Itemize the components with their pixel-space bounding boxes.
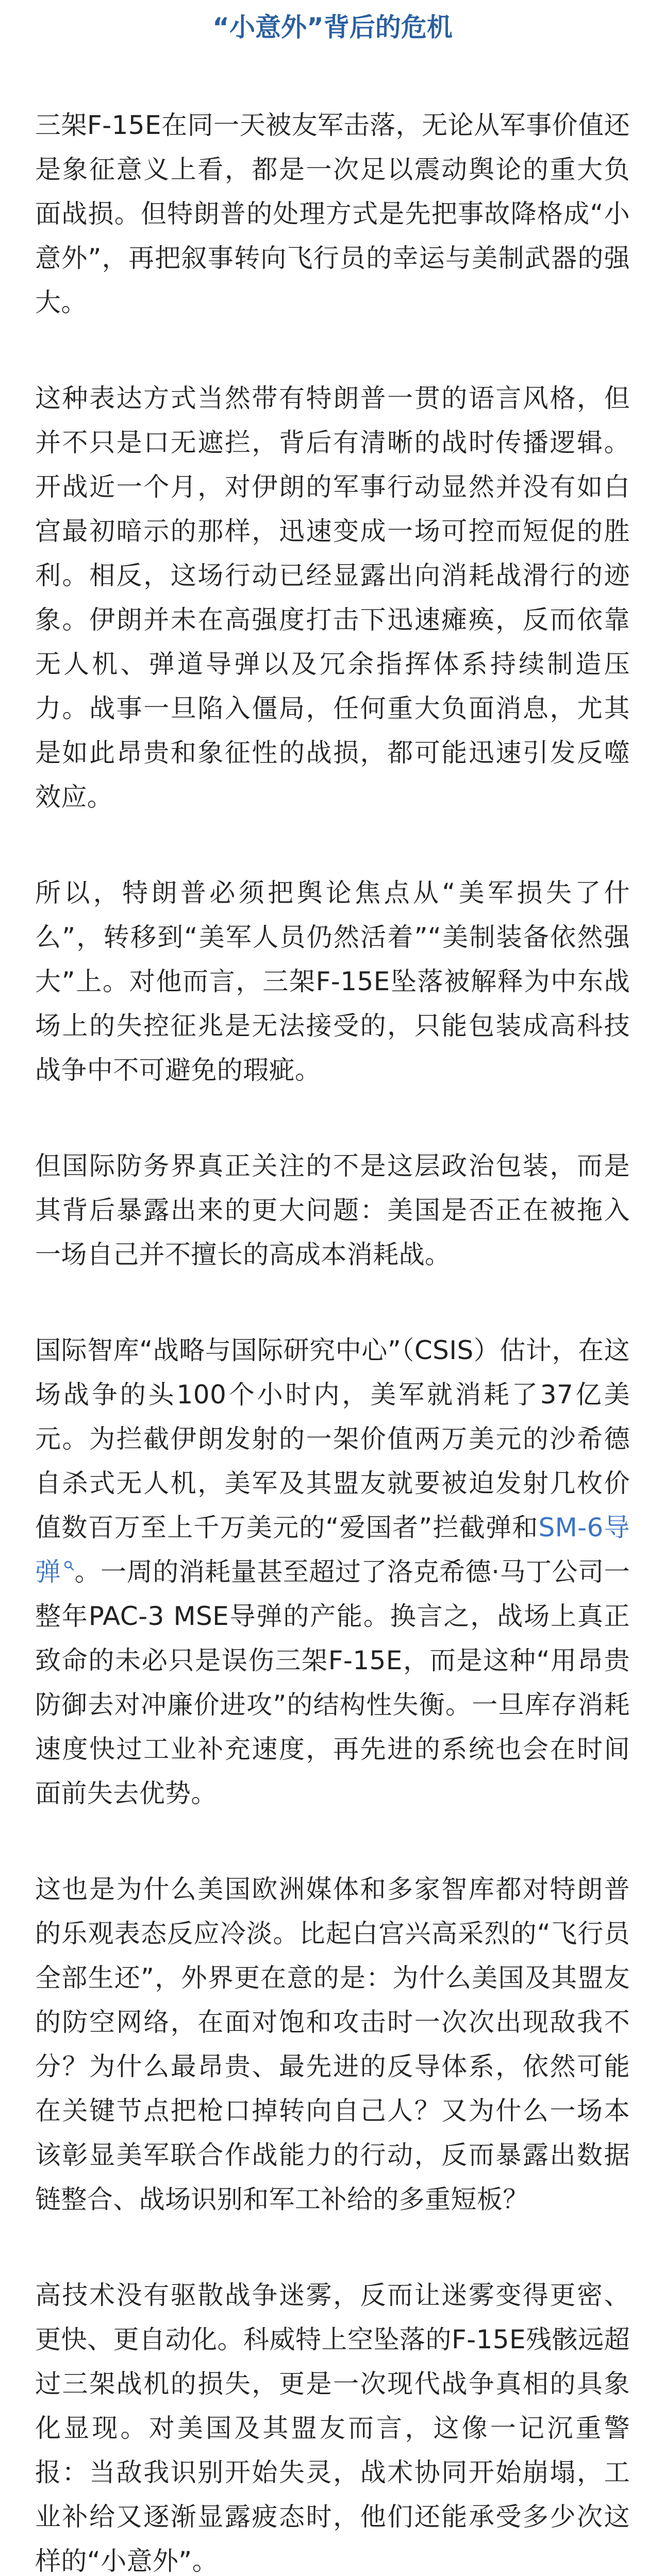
paragraph-3: 所以，特朗普必须把舆论焦点从“美军损失了什么”，转移到“美军人员仍然活着”“美制装备依然强大”上。对他而言，三架F-15E坠落被解释为中东战场上的失控征兆是无法接受的，只能包装成高科技战争中不可避免的瑕疵。 (35, 878, 630, 1085)
article-title: “小意外”背后的危机 (212, 12, 453, 42)
paragraph-2: 这种表达方式当然带有特朗普一贯的语言风格，但并不只是口无遮拦，背后有清晰的战时传播逻辑。开战近一个月，对伊朗的军事行动显然并没有如白宫最初暗示的那样，迅速变成一场可控而短促的胜利。相反，这场行动已经显露出向消耗战滑行的迹象。伊朗并未在高强度打击下迅速瘫痪，反而依靠无人机、弹道导弹以及冗余指挥体系持续制造压力。战事一旦陷入僵局，任何重大负面消息，尤其是如此昂贵和象征性的战损，都可能迅速引发反噬效应。 (35, 383, 630, 812)
paragraph-7: 高技术没有驱散战争迷雾，反而让迷雾变得更密、更快、更自动化。科威特上空坠落的F-15E残骸远超过三架战机的损失，更是一次现代战争真相的具象化显现。对美国及其盟友而言，这像一记沉重警报：当敌我识别开始失灵，战术协同开始崩塌，工业补给又逐渐显露疲态时，他们还能承受多少次这样的“小意外”。 (35, 2280, 630, 2576)
paragraph-4: 但国际防务界真正关注的不是这层政治包装，而是其背后暴露出来的更大问题：美国是否正在被拖入一场自己并不擅长的高成本消耗战。 (35, 1151, 630, 1269)
sm6-missile-link-label: SM-6导弹 (35, 1513, 630, 1587)
paragraph-6: 这也是为什么美国欧洲媒体和多家智库都对特朗普的乐观表态反应冷淡。比起白宫兴高采烈的“飞行员全部生还”，外界更在意的是：为什么美国及其盟友的防空网络，在面对饱和攻击时一次次出现敌我不分？为什么最昂贵、最先进的反导体系，依然可能在关键节点把枪口掉转向自己人？又为什么一场本该彰显美军联合作战能力的行动，反而暴露出数据链整合、战场识别和军工补给的多重短板？ (35, 1874, 630, 2214)
paragraph-1: 三架F-15E在同一天被友军击落，无论从军事价值还是象征意义上看，都是一次足以震动舆论的重大负面战损。但特朗普的处理方式是先把事故降格成“小意外”，再把叙事转向飞行员的幸运与美制武器的强大。 (35, 110, 630, 317)
paragraph-5-text-before-link: 国际智库“战略与国际研究中心”（CSIS）估计，在这场战争的头100个小时内，美军就消耗了37亿美元。为拦截伊朗发射的一架价值两万美元的沙希德自杀式无人机，美军及其盟友就要被迫发射几枚价值数百万至上千万美元的“爱国者”拦截弹和 (35, 1335, 630, 1543)
search-icon (63, 1560, 75, 1571)
paragraph-5 (35, 1328, 630, 1816)
paragraph-5-text-after-link: 。一周的消耗量甚至超过了洛克希德·马丁公司一整年PAC-3 MSE导弹的产能。换言之，战场上真正致命的未必只是误伤三架F-15E，而是这种“用昂贵防御去对冲廉价进攻”的结构性失衡。一旦库存消耗速度快过工业补充速度，再先进的系统也会在时间面前失去优势。 (35, 1557, 630, 1808)
